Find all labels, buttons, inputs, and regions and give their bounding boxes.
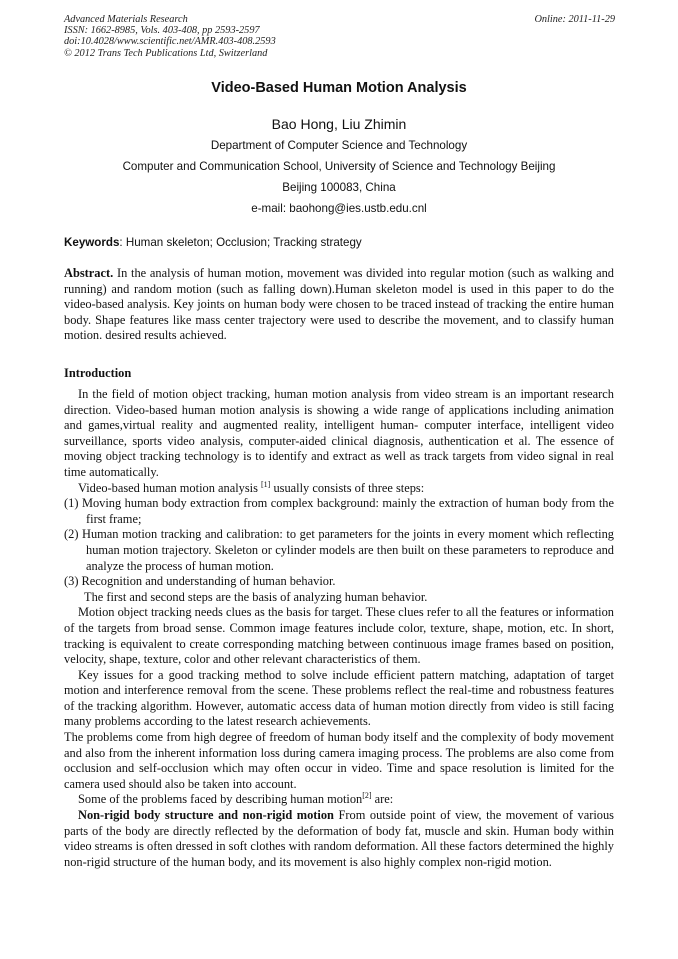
step-2: (2) Human motion tracking and calibration: to get parameters for the joints in every moment which reflecting human motion trajectory. Skeleton or cylinder models are then built on these parameters to reproduce and analyze the process of human motion. [64, 527, 614, 573]
online-date: Online: 2011-11-29 [534, 14, 615, 25]
intro-p7-text: Some of the problems faced by describing human motion [78, 792, 363, 807]
affiliation-city: Beijing 100083, China [282, 181, 396, 194]
citation-1: [1] [261, 479, 271, 489]
introduction-body [64, 387, 614, 870]
intro-paragraph-1: In the field of motion object tracking, human motion analysis from video stream is an important research direction. Video-based human motion analysis is showing a wide range of applications including animation and games,virtual reality and augmented reality, intelligent human- computer interface, intelligent video surveillance, sports video analysis, computer-aided clinical diagnosis, authentication et al. The essence of moving object tracking technology is to identify and extract as well as track targets from video signal in real time automatically. [64, 387, 614, 479]
nonrigid-heading: Non-rigid body structure and non-rigid motion [78, 808, 334, 823]
affiliation-department: Department of Computer Science and Technology [210, 139, 468, 152]
citation-2: [2] [362, 791, 372, 801]
affiliation-email: e-mail: baohong@ies.ustb.edu.cnl [251, 202, 427, 215]
doi-line: doi:10.4028/www.scientific.net/AMR.403-408.2593 [64, 36, 276, 48]
affiliation-school: Computer and Communication School, University of Science and Technology Beijing [122, 160, 556, 173]
intro-paragraph-3: The first and second steps are the basis of analyzing human behavior. [84, 589, 428, 604]
nonrigid-text: From outside point of view, the movement of various parts of the body are directly reflected by the deformation of body fat, muscle and skin. Human body within video streams is often dressed in soft clothes with random deformation. All these factors determined the highly non-rigid structure of the human body, and its movement is also highly complex non-rigid motion. [64, 808, 614, 869]
paper-authors: Bao Hong, Liu Zhimin [271, 116, 407, 132]
intro-paragraph-4: Motion object tracking needs clues as the basis for target. These clues refer to all the features or information of the targets from broad sense. Common image features include color, texture, shape, motion, etc. In short, tracking is equivalent to create corresponding matching between continuous image frames based on position, velocity, shape, texture, color and other relevant characteristics of them. [64, 605, 614, 667]
journal-name: Advanced Materials Research [64, 14, 188, 25]
introduction-heading: Introduction [64, 366, 132, 380]
intro-paragraph-5: Key issues for a good tracking method to solve include efficient pattern matching, adaptation of target motion and interference removal from the scene. These problems reflect the real-time and robustness features of the tracking algorithm. However, automatic access data of human motion directly from video is still facing many problems according to the latest research achievements. [64, 667, 614, 729]
keywords [64, 236, 362, 249]
keywords-text: : Human skeleton; Occlusion; Tracking strategy [119, 236, 362, 249]
abstract-text: In the analysis of human motion, movement was divided into regular motion (such as walking and running) and random motion (such as falling down).Human skeleton model is used in this paper to do the video-based analysis. Key joints on human body were chosen to be traced instead of tracking the entire human body. Shape features like mass center trajectory were used to describe the movement, and to classify human motion. desired results achieved. [64, 266, 614, 343]
intro-p2-text: Video-based human motion analysis [78, 480, 262, 495]
abstract-label: Abstract. [64, 266, 114, 280]
intro-paragraph-8 [64, 808, 614, 870]
intro-p2-tail: usually consists of three steps: [270, 480, 425, 495]
intro-p7-tail: are: [371, 792, 394, 807]
copyright-line: © 2012 Trans Tech Publications Ltd, Switzerland [64, 47, 268, 59]
issn-line: ISSN: 1662-8985, Vols. 403-408, pp 2593-2597 [64, 25, 260, 37]
abstract [64, 266, 614, 344]
intro-paragraph-2 [64, 481, 614, 497]
paper-title: Video-Based Human Motion Analysis [211, 80, 467, 96]
step-1: (1) Moving human body extraction from complex background: mainly the extraction of human body from the first frame; [64, 496, 614, 526]
intro-paragraph-6: The problems come from high degree of freedom of human body itself and the complexity of body movement and also from the inherent information loss during camera imaging process. The problems are also come from occlusion and self-occlusion which may often occur in video. Time and space resolution is limited for the camera used should also be taken into account. [64, 730, 614, 791]
journal-header [64, 14, 276, 59]
step-3: (3) Recognition and understanding of human behavior. [64, 574, 336, 589]
intro-paragraph-7 [64, 792, 614, 808]
keywords-label: Keywords [64, 236, 120, 249]
